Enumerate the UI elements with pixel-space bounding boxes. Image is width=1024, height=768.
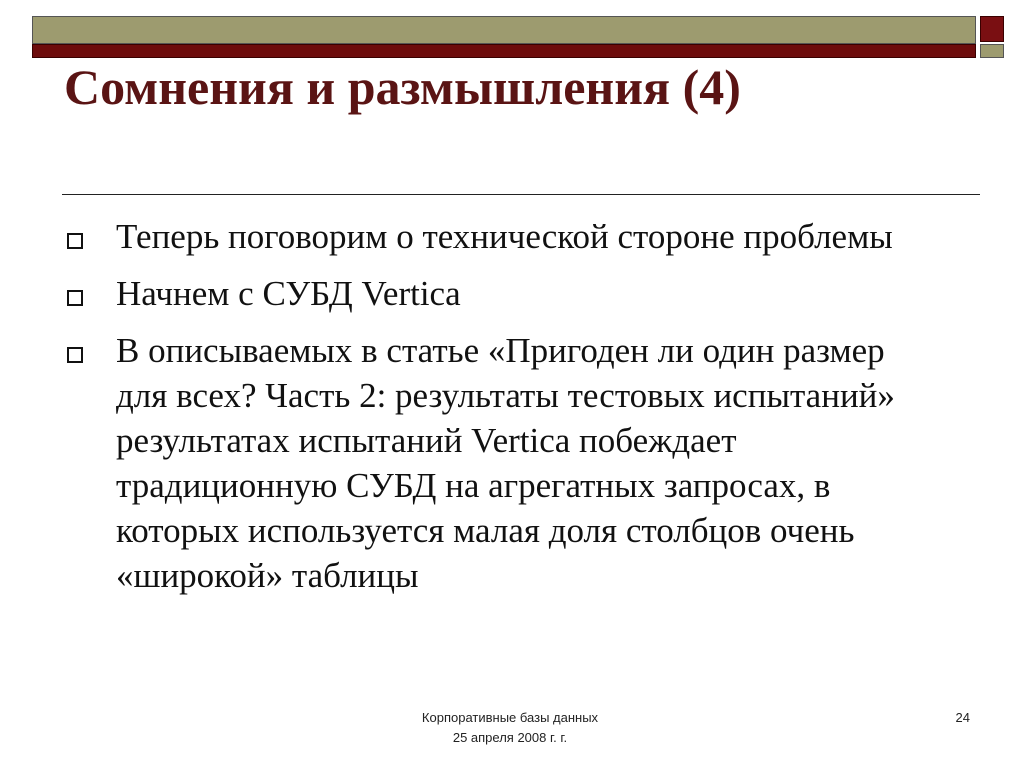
hollow-square-bullet-icon	[67, 233, 83, 249]
slide-title: Сомнения и размышления (4)	[64, 59, 741, 115]
hollow-square-bullet-icon	[67, 290, 83, 306]
footer-text	[360, 708, 660, 748]
bullet-text: В описываемых в статье «Пригоден ли один размер для всех? Часть 2: результаты тестовых испытаний» результатах испытаний Vertica побеждает традиционную СУБД на агрегатных запросах, в которых используется малая доля столбцов очень «широкой» таблицы	[116, 331, 895, 595]
footer-course-name: Корпоративные базы данных	[421, 710, 599, 725]
corner-olive-square	[980, 44, 1004, 58]
bullet-list	[64, 214, 944, 610]
bullet-item	[64, 214, 944, 259]
bullet-text: Начнем с СУБД Vertica	[116, 274, 461, 313]
bullet-text: Теперь поговорим о технической стороне проблемы	[116, 217, 893, 256]
page-number: 24	[955, 710, 970, 725]
hollow-square-bullet-icon	[67, 347, 83, 363]
footer-date: 25 апреля 2008 г. г.	[452, 730, 568, 745]
title-divider	[62, 194, 980, 195]
bullet-item	[64, 271, 944, 316]
corner-maroon-square	[980, 16, 1004, 42]
header-olive-bar	[32, 16, 976, 44]
bullet-item	[64, 328, 944, 598]
